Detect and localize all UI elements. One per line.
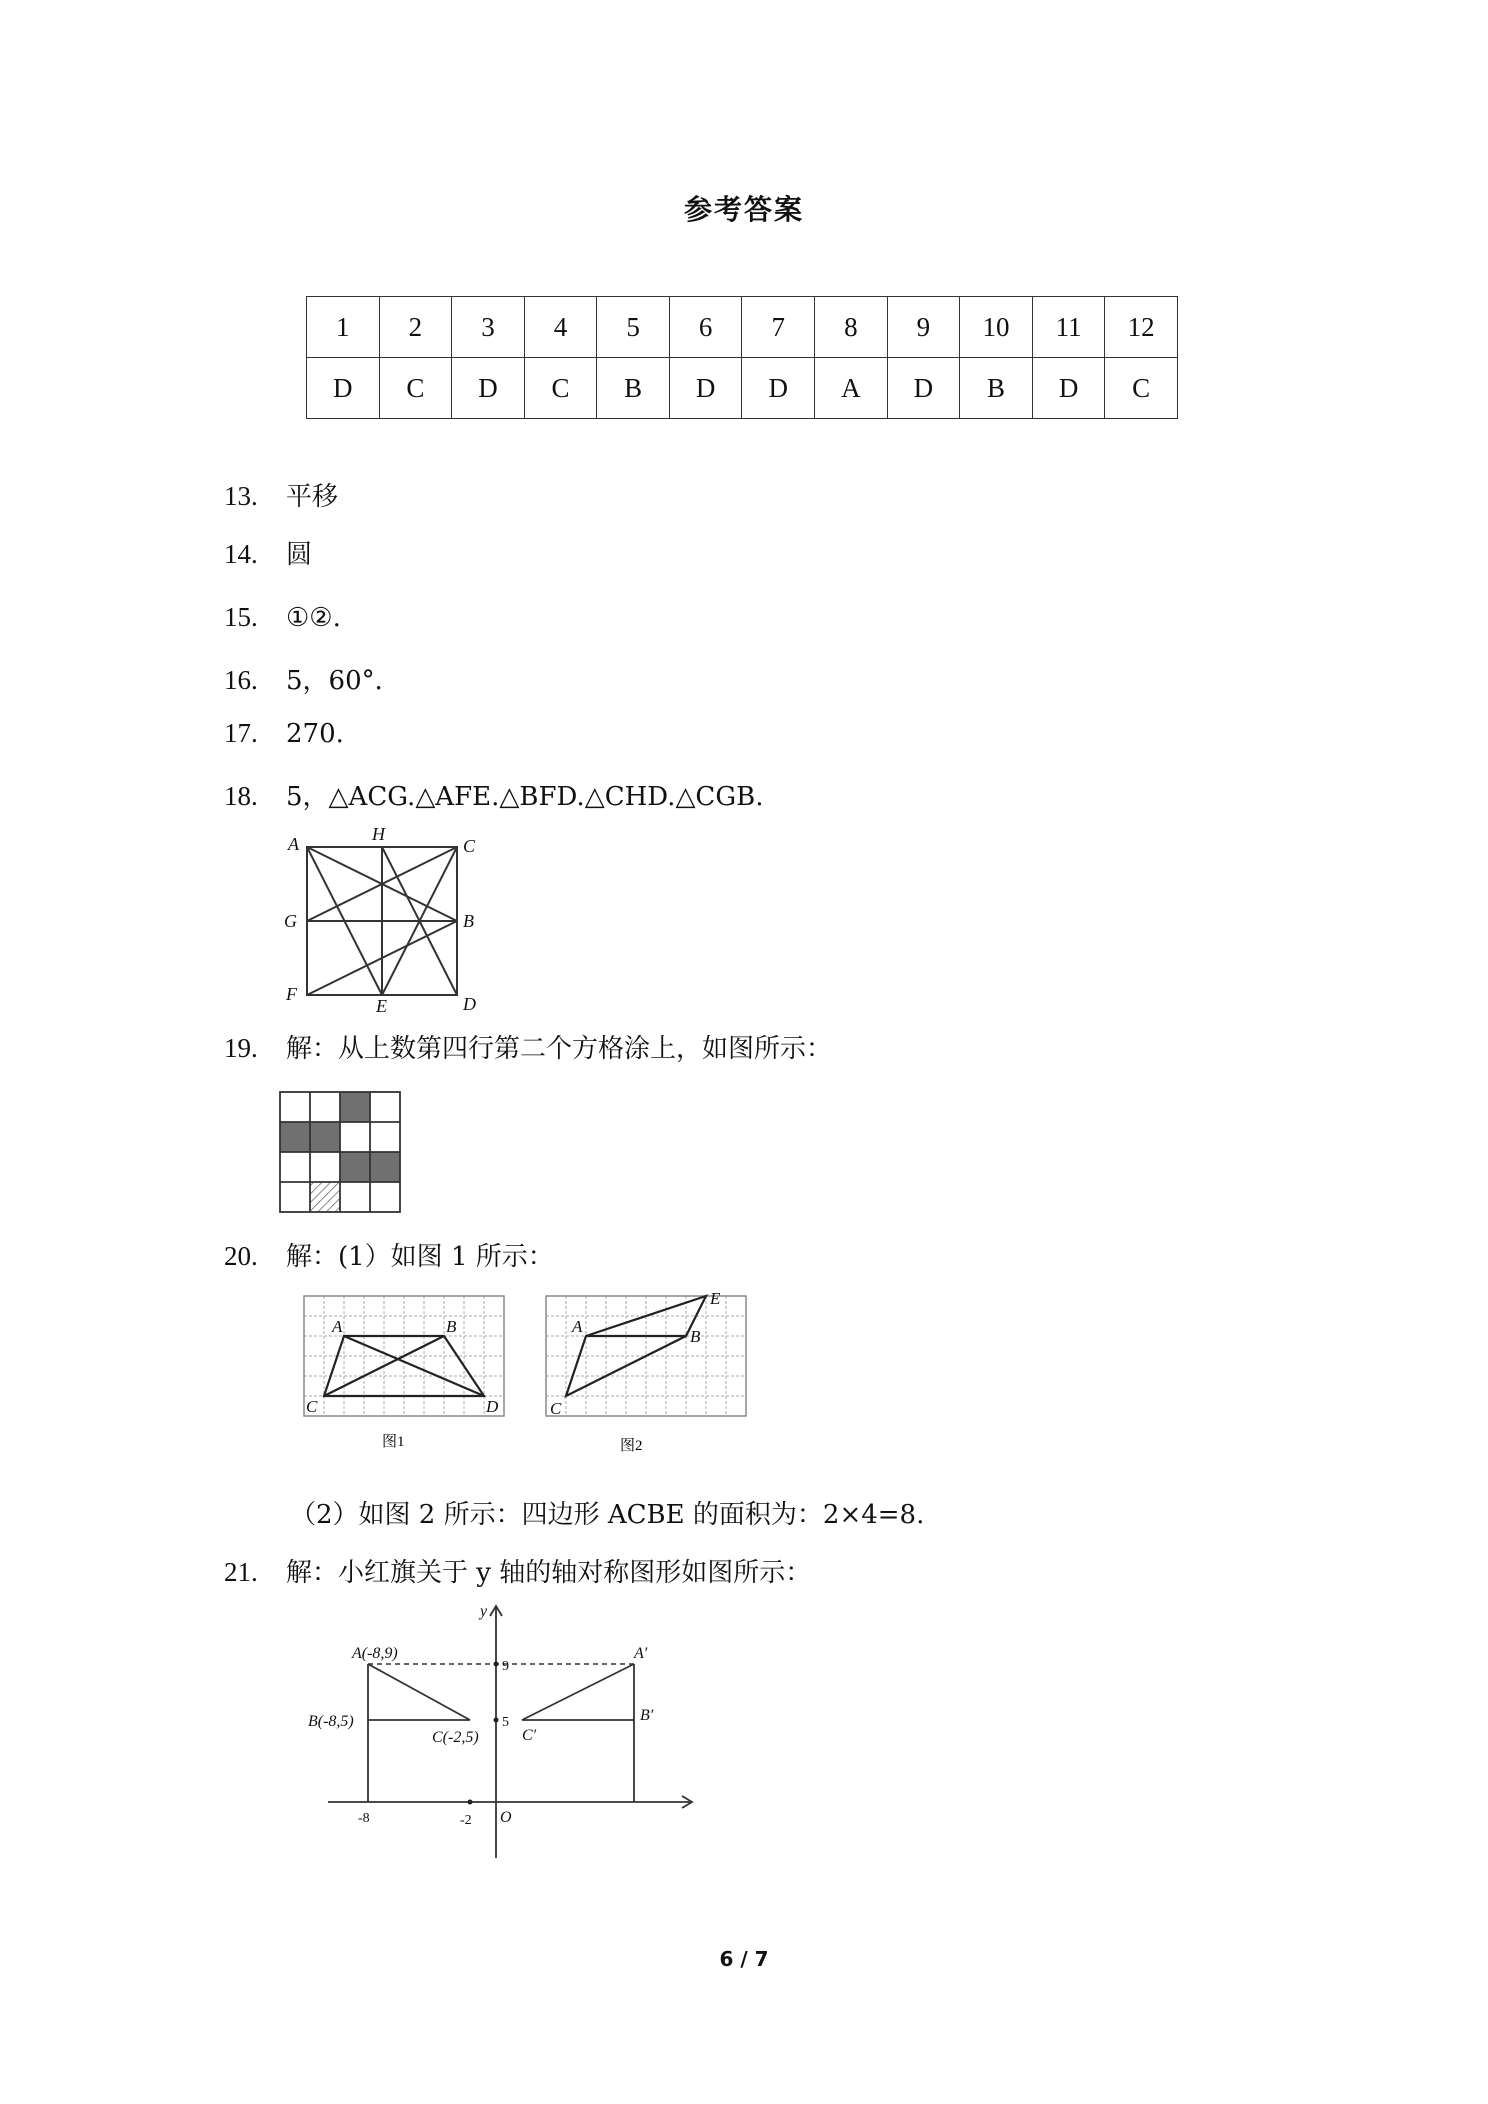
label-a: A bbox=[288, 834, 299, 854]
answer-19: 19. 解：从上数第四行第二个方格涂上，如图所示： bbox=[224, 1033, 833, 1064]
point-a-label: A(-8,9) bbox=[352, 1645, 398, 1662]
shaded-cell bbox=[370, 1152, 400, 1182]
question-number-cell: 9 bbox=[887, 297, 960, 358]
answer-17: 17. 270. bbox=[224, 718, 344, 749]
fig1-caption: 图1 bbox=[382, 1434, 405, 1450]
origin-label: O bbox=[500, 1809, 512, 1826]
fig1-label-d: D bbox=[486, 1397, 499, 1416]
answer-cell: C bbox=[524, 358, 597, 419]
answer-cell: D bbox=[669, 358, 742, 419]
q18-square-figure bbox=[280, 820, 480, 1016]
answer-cell: D bbox=[307, 358, 380, 419]
answer-hatched-cell bbox=[310, 1182, 340, 1212]
question-number-cell: 2 bbox=[379, 297, 452, 358]
tick-9-label: 9 bbox=[502, 1659, 509, 1674]
tick-5-label: 5 bbox=[502, 1715, 509, 1730]
tick-neg2-label: -2 bbox=[460, 1813, 472, 1828]
flag-edge-a-prime-c-prime bbox=[522, 1664, 634, 1720]
q21-coordinate-figure bbox=[300, 1600, 720, 1864]
question-number-cell: 8 bbox=[815, 297, 888, 358]
label-h: H bbox=[372, 824, 385, 844]
answer-cell: D bbox=[452, 358, 525, 419]
shaded-cell bbox=[340, 1152, 370, 1182]
answer-20-part-2: （2）如图 2 所示：四边形 ACBE 的面积为：2×4=8. bbox=[290, 1500, 925, 1530]
parallelogram-acbe bbox=[566, 1296, 706, 1396]
shaded-cell bbox=[340, 1092, 370, 1122]
question-number-cell: 4 bbox=[524, 297, 597, 358]
shaded-cell bbox=[310, 1122, 340, 1152]
answer-16: 16. 5，60°． bbox=[224, 665, 401, 696]
label-f: F bbox=[286, 984, 297, 1004]
question-number-cell: 7 bbox=[742, 297, 815, 358]
fig2-caption: 图2 bbox=[620, 1438, 643, 1454]
tick-neg8-label: -8 bbox=[358, 1811, 370, 1826]
fig1-label-b: B bbox=[446, 1317, 457, 1336]
answer-table-number-row bbox=[307, 297, 1178, 358]
label-b: B bbox=[463, 911, 474, 931]
answer-cell: D bbox=[1032, 358, 1105, 419]
answer-cell: A bbox=[815, 358, 888, 419]
point-b-label: B(-8,5) bbox=[308, 1713, 354, 1730]
point-b-prime-label: B′ bbox=[640, 1707, 654, 1724]
page-number: 6 / 7 bbox=[719, 1947, 769, 1971]
answer-14: 14. 圆 bbox=[224, 539, 313, 570]
page-title: 参考答案 bbox=[683, 193, 804, 226]
answer-cell: D bbox=[887, 358, 960, 419]
label-d: D bbox=[463, 994, 476, 1014]
fig2-label-a: A bbox=[572, 1317, 583, 1336]
flag-edge-ac bbox=[368, 1664, 470, 1720]
answer-21: 21. 解：小红旗关于 y 轴的轴对称图形如图所示： bbox=[224, 1557, 812, 1588]
answer-18: 18. 5，△ACG.△AFE.△BFD.△CHD.△CGB. bbox=[224, 781, 764, 812]
q20-figure-2 bbox=[540, 1290, 760, 1466]
fig1-label-c: C bbox=[306, 1397, 318, 1416]
point-c-label: C(-2,5) bbox=[432, 1729, 479, 1746]
answer-table bbox=[306, 296, 1178, 419]
answer-20: 20. 解：(1）如图 1 所示： bbox=[224, 1241, 554, 1272]
shaded-cell bbox=[280, 1122, 310, 1152]
y-axis-label: y bbox=[480, 1603, 488, 1620]
q20-figure-1 bbox=[296, 1296, 516, 1466]
fig2-label-c: C bbox=[550, 1399, 562, 1418]
answer-cell: C bbox=[379, 358, 452, 419]
question-number-cell: 3 bbox=[452, 297, 525, 358]
question-number-cell: 6 bbox=[669, 297, 742, 358]
answer-15: 15. ①②. bbox=[224, 602, 341, 633]
q19-grid-figure bbox=[278, 1090, 402, 1214]
answer-cell: C bbox=[1105, 358, 1178, 419]
fig1-label-a: A bbox=[332, 1317, 343, 1336]
question-number-cell: 10 bbox=[960, 297, 1033, 358]
label-e: E bbox=[376, 996, 387, 1016]
answer-table-answer-row bbox=[307, 358, 1178, 419]
question-number-cell: 11 bbox=[1032, 297, 1105, 358]
fig2-label-b: B bbox=[690, 1327, 701, 1346]
answer-cell: D bbox=[742, 358, 815, 419]
answer-cell: B bbox=[960, 358, 1033, 419]
answer-13: 13. 平移 bbox=[224, 481, 339, 512]
label-g: G bbox=[284, 911, 297, 931]
question-number-cell: 12 bbox=[1105, 297, 1178, 358]
fig2-label-e: E bbox=[710, 1289, 721, 1308]
point-a-prime-label: A′ bbox=[634, 1645, 648, 1662]
question-number-cell: 5 bbox=[597, 297, 670, 358]
point-c-prime-label: C′ bbox=[522, 1727, 537, 1744]
label-c: C bbox=[463, 836, 476, 856]
question-number-cell: 1 bbox=[307, 297, 380, 358]
answer-cell: B bbox=[597, 358, 670, 419]
